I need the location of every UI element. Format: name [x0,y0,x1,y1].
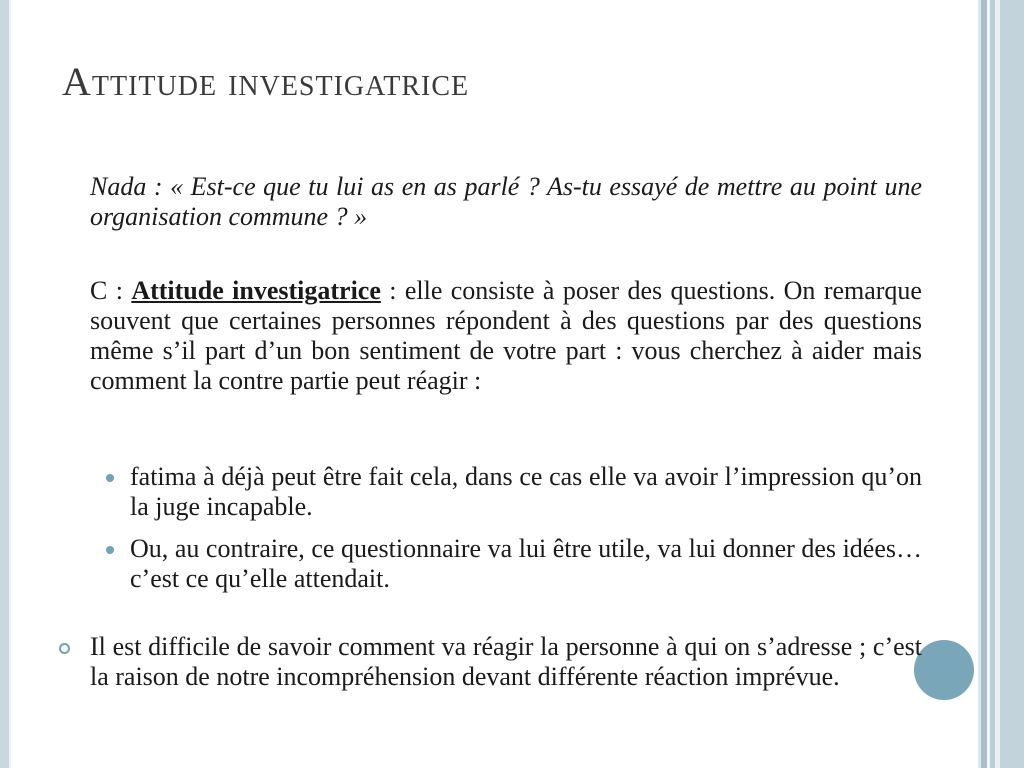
paragraph-body: : elle consiste à poser des questions. On remarque souvent que certaines personnes répondent à des questions par des questions même s’il part d’un bon sentiment de votre part : vous cherchez à aider mais comment la contre partie peut réagir : [90,276,922,395]
sub-bullet-text: Ou, au contraire, ce questionnaire va lui être utile, va lui donner des idées… c’est ce qu’elle attendait. [130,534,922,593]
sub-bullet-list [90,462,922,606]
paragraph-prefix: C : [90,276,132,305]
decorative-circle [914,640,974,700]
ring-bullet-icon [59,643,70,654]
bullet-dot-icon [106,474,114,482]
sub-bullet-item [90,534,922,594]
main-bullet-text: Il est difficile de savoir comment va réagir la personne à qui on s’adresse ; c’est la raison de notre incompréhension devant différente réaction imprévue. [90,632,922,691]
sub-bullet-text: fatima à déjà peut être fait cela, dans ce cas elle va avoir l’impression qu’on la juge incapable. [130,462,922,521]
attitude-paragraph [90,276,922,396]
attitude-term: Attitude investigatrice [131,276,381,305]
sub-bullet-item [90,462,922,522]
slide-frame-right [978,0,1024,768]
quote-paragraph: Nada : « Est-ce que tu lui as en as parlé ? As-tu essayé de mettre au point une organisation commune ? » [90,172,922,231]
bullet-dot-icon [106,546,114,554]
main-bullet-item [55,632,922,692]
slide-title: Attitude investigatrice [62,59,470,104]
slide-frame-left [0,0,11,768]
